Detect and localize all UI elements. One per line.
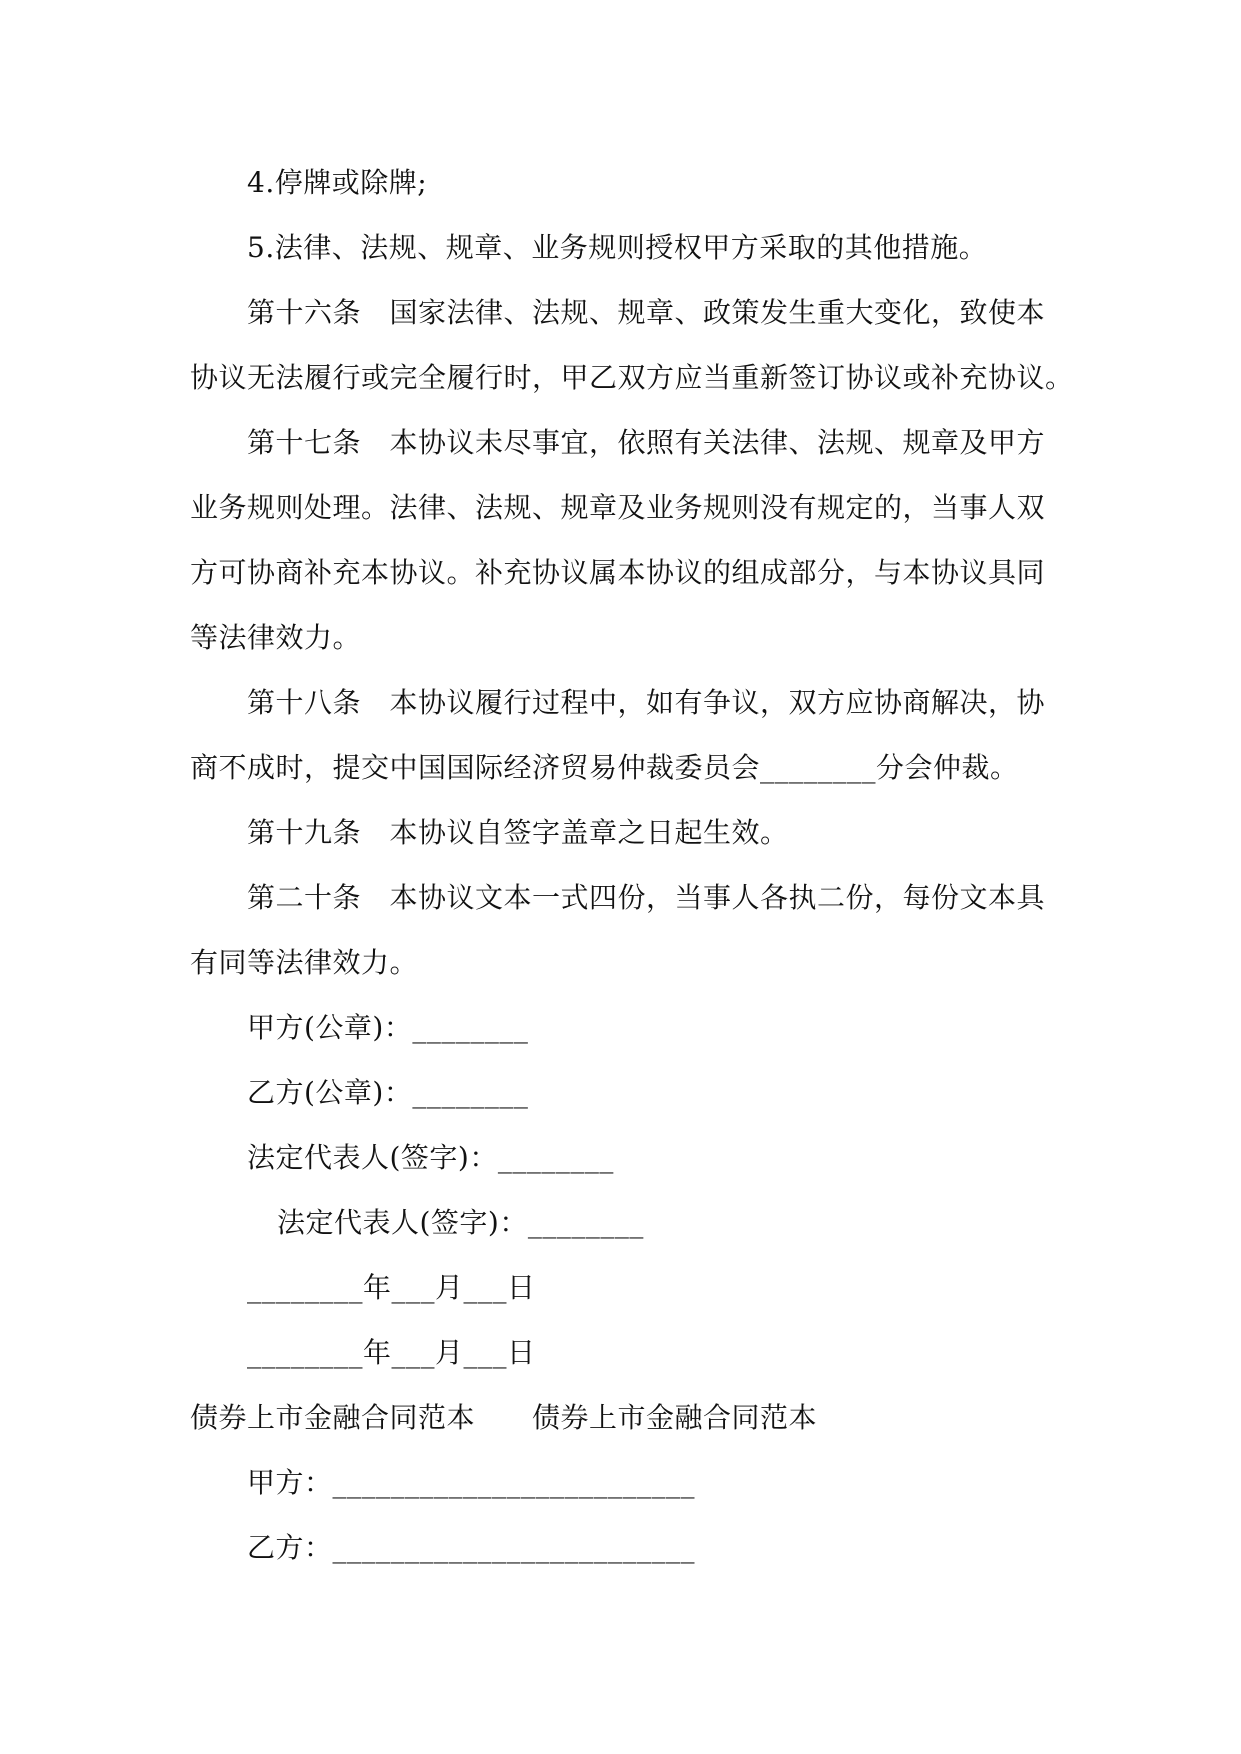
legal-rep-signature-a: 法定代表人(签字)：________ <box>247 1141 614 1174</box>
article-18-line-1: 第十八条 本协议履行过程中，如有争议，双方应协商解决，协 <box>247 686 1046 719</box>
article-17-line-4: 等法律效力。 <box>190 621 362 654</box>
party-b-seal: 乙方(公章)：________ <box>247 1076 529 1109</box>
document-heading: 债券上市金融合同范本 债券上市金融合同范本 <box>190 1401 818 1434</box>
article-20-line-2: 有同等法律效力。 <box>190 946 419 979</box>
clause-item-5: 5.法律、法规、规章、业务规则授权甲方采取的其他措施。 <box>247 231 988 264</box>
date-line-a: ________年___月___日 <box>247 1271 536 1304</box>
legal-rep-signature-b: 法定代表人(签字)：________ <box>277 1206 644 1239</box>
article-17-line-1: 第十七条 本协议未尽事宜，依照有关法律、法规、规章及甲方 <box>247 426 1046 459</box>
article-18-line-2: 商不成时，提交中国国际经济贸易仲裁委员会________分会仲裁。 <box>190 751 1019 784</box>
article-17-line-2: 业务规则处理。法律、法规、规章及业务规则没有规定的，当事人双 <box>190 491 1046 524</box>
date-line-b: ________年___月___日 <box>247 1336 536 1369</box>
article-20-line-1: 第二十条 本协议文本一式四份，当事人各执二份，每份文本具 <box>247 881 1046 914</box>
party-b-field: 乙方：_________________________ <box>247 1531 696 1564</box>
article-16-line-2: 协议无法履行或完全履行时，甲乙双方应当重新签订协议或补充协议。 <box>190 361 1074 394</box>
party-a-seal: 甲方(公章)：________ <box>247 1011 529 1044</box>
party-a-field: 甲方：_________________________ <box>247 1466 696 1499</box>
article-19: 第十九条 本协议自签字盖章之日起生效。 <box>247 816 789 849</box>
clause-item-4: 4.停牌或除牌; <box>247 166 428 199</box>
article-16-line-1: 第十六条 国家法律、法规、规章、政策发生重大变化，致使本 <box>247 296 1046 329</box>
article-17-line-3: 方可协商补充本协议。补充协议属本协议的组成部分，与本协议具同 <box>190 556 1046 589</box>
